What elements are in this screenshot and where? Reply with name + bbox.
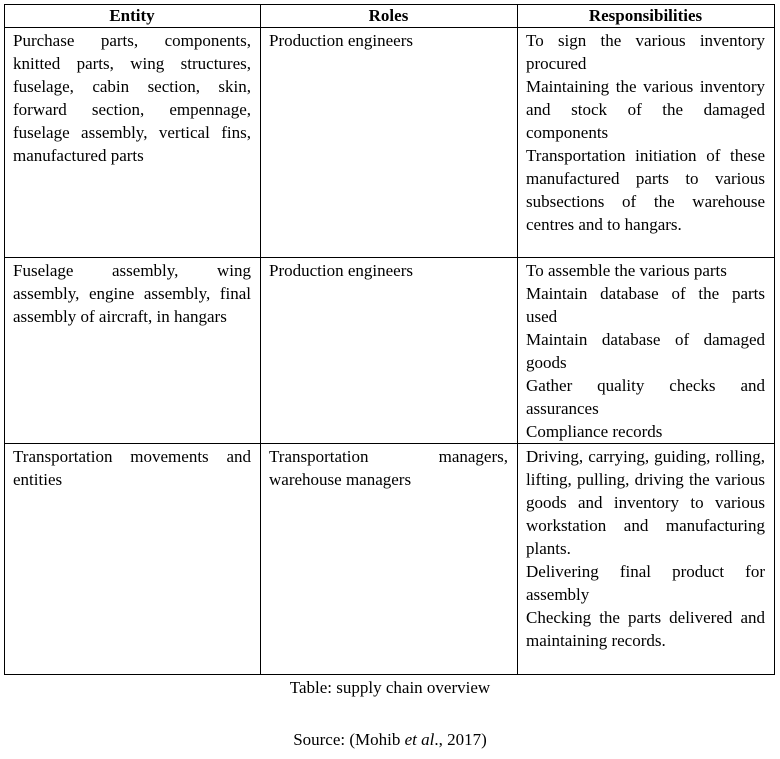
responsibility-item: Gather quality checks and assurances	[526, 376, 765, 418]
table-row	[5, 444, 775, 675]
header-entity: Entity	[5, 5, 261, 28]
responsibilities-cell	[518, 258, 775, 444]
responsibility-item: Checking the parts delivered and maintaining records.	[526, 608, 765, 650]
responsibility-item: Maintain database of damaged goods	[526, 330, 765, 372]
responsibility-item: To assemble the various parts	[526, 261, 727, 280]
roles-cell: Production engineers	[261, 258, 518, 444]
responsibility-item: Driving, carrying, guiding, rolling, lifting, pulling, driving the various goods and inventory to various workstation and manufacturing plants.	[526, 447, 765, 558]
header-responsibilities: Responsibilities	[518, 5, 775, 28]
table-row	[5, 28, 775, 258]
roles-cell: Transportation managers, warehouse managers	[261, 444, 518, 675]
responsibility-item: Transportation initiation of these manufactured parts to various subsections of the warehouse centres and to hangars.	[526, 146, 765, 234]
source-prefix: Source: (Mohib	[293, 730, 405, 749]
responsibility-item: Delivering final product for assembly	[526, 562, 765, 604]
table-header-row	[5, 5, 775, 28]
responsibility-item: Maintain database of the parts used	[526, 284, 765, 326]
entity-cell: Purchase parts, components, knitted parts, wing structures, fuselage, cabin section, skin, forward section, empennage, fuselage assembly, vertical fins, manufactured parts	[5, 28, 261, 258]
source-italic: et al	[404, 730, 435, 749]
responsibility-item: Maintaining the various inventory and stock of the damaged components	[526, 77, 765, 142]
responsibility-item: Compliance records	[526, 422, 663, 441]
source-suffix: ., 2017)	[434, 730, 487, 749]
source-citation	[0, 729, 780, 751]
responsibilities-cell	[518, 28, 775, 258]
roles-cell: Production engineers	[261, 28, 518, 258]
responsibility-item: To sign the various inventory procured	[526, 31, 765, 73]
entity-cell: Transportation movements and entities	[5, 444, 261, 675]
header-roles: Roles	[261, 5, 518, 28]
responsibilities-cell	[518, 444, 775, 675]
table-row	[5, 258, 775, 444]
supply-chain-table	[4, 4, 775, 675]
table-caption: Table: supply chain overview	[289, 678, 491, 697]
entity-cell: Fuselage assembly, wing assembly, engine assembly, final assembly of aircraft, in hangars	[5, 258, 261, 444]
